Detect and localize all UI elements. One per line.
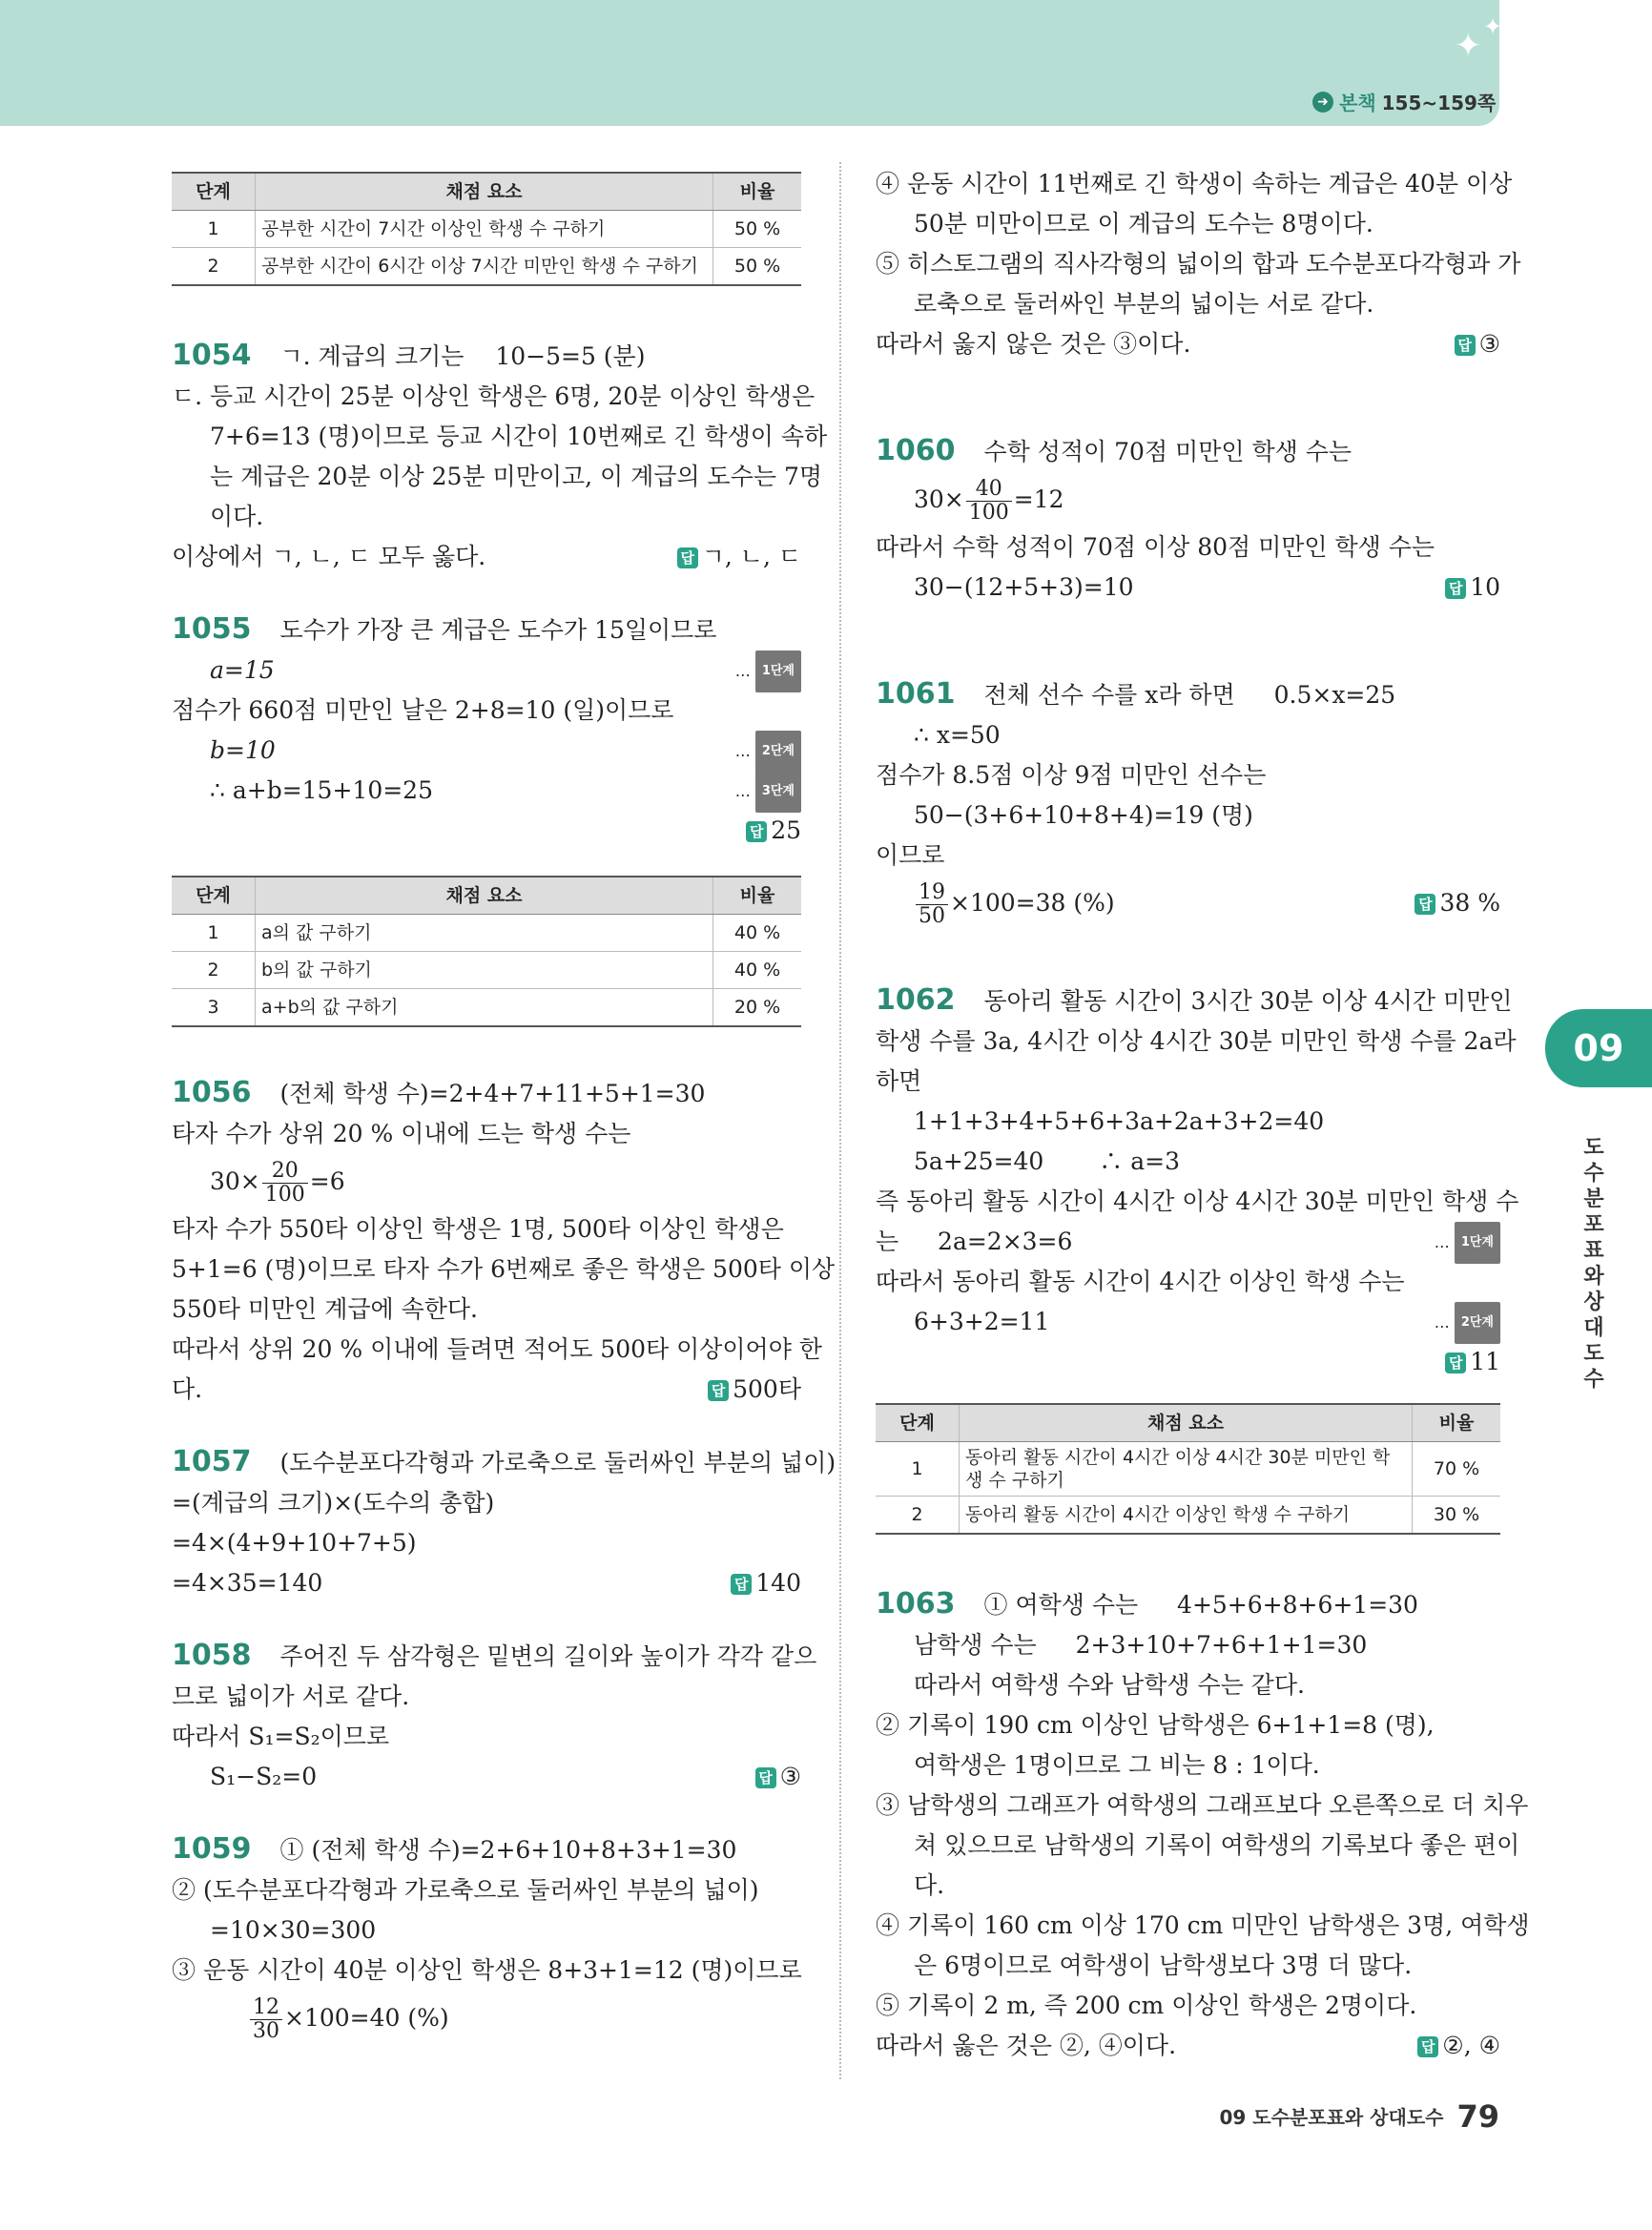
- step-badge: 3단계: [755, 771, 801, 813]
- answer: [1415, 876, 1500, 931]
- solution-line: 50−(3+6+10+8+4)=19 (명): [914, 801, 1253, 829]
- answer: [1445, 568, 1500, 608]
- answer: [1417, 2026, 1500, 2066]
- solution-line: =4×(4+9+10+7+5): [172, 1529, 417, 1557]
- solution-line: [172, 1991, 801, 2046]
- answer-value: 140: [755, 1569, 801, 1597]
- solution-line: 따라서 여학생 수와 남학생 수는 같다.: [914, 1671, 1305, 1699]
- step-badge: 2단계: [755, 731, 801, 773]
- answer-value: 500타: [733, 1375, 801, 1403]
- arrow-right-icon: ➜: [1312, 92, 1333, 113]
- solution-line: [172, 336, 801, 377]
- table-header: 비율: [1413, 1404, 1501, 1442]
- fraction-denominator: 30: [253, 2019, 279, 2043]
- step-marker: … 1단계: [1435, 1222, 1500, 1264]
- answer-badge: 답: [1445, 1352, 1466, 1373]
- line-text: =4×35=140: [172, 1569, 323, 1597]
- fraction-denominator: 100: [968, 501, 1009, 525]
- answer-badge: 답: [731, 1574, 752, 1595]
- answer: [1445, 1342, 1500, 1382]
- problem-number: 1061: [876, 677, 956, 711]
- solution-line: [172, 771, 801, 811]
- problem-number: 1058: [172, 1639, 252, 1672]
- step-marker: … 2단계: [1435, 1302, 1500, 1344]
- answer: [1455, 324, 1500, 364]
- table-row: [876, 1442, 1500, 1497]
- solution-line: [876, 568, 1500, 608]
- table-cell: 1: [172, 915, 256, 952]
- answer: [677, 537, 801, 577]
- page-reference: [1312, 88, 1496, 115]
- solution-line: 은 6명이므로 여학생이 남학생보다 3명 더 많다.: [914, 1951, 1413, 1979]
- solution-line: 여학생은 1명이므로 그 비는 8 : 1이다.: [914, 1751, 1320, 1779]
- answer-badge: 답: [755, 1767, 776, 1788]
- table-row: [172, 211, 801, 248]
- solution-line: [172, 731, 801, 771]
- scoring-table-1062: [876, 1403, 1500, 1535]
- solution-line: [172, 1757, 801, 1797]
- answer-value: 25: [771, 816, 801, 844]
- solution-line: 학생 수를 3a, 4시간 이상 4시간 30분 미만인 학생 수를 2a라: [876, 1027, 1517, 1055]
- solution-line: ⑤ 히스토그램의 직사각형의 넓이의 합과 도수분포다각형과 가: [876, 250, 1521, 278]
- solution-line: 는 계급은 20분 이상 25분 미만이고, 이 계급의 도수는 7명: [210, 463, 822, 490]
- solution-line: [876, 324, 1500, 364]
- solution-line: 50분 미만이므로 이 계급의 도수는 8명이다.: [914, 210, 1373, 237]
- step-marker: … 2단계: [735, 731, 801, 773]
- table-cell: a+b의 값 구하기: [256, 989, 713, 1027]
- table-cell: 40 %: [713, 952, 802, 989]
- solution-line: [876, 431, 1500, 472]
- table-cell: 50 %: [713, 211, 802, 248]
- table-cell: 2: [172, 952, 256, 989]
- solution-line: [876, 1584, 1500, 1625]
- side-title-char: 대: [1583, 1316, 1604, 1340]
- table-header: 채점 요소: [256, 877, 713, 915]
- solution-line: [172, 1370, 801, 1410]
- table-cell: 1: [876, 1442, 960, 1497]
- solution-line: ④ 기록이 160 cm 이상 170 cm 미만인 남학생은 3명, 여학생: [876, 1911, 1530, 1939]
- fraction-numerator: 40: [966, 478, 1012, 502]
- side-title-char: 수: [1583, 1162, 1604, 1186]
- solution-line: ③ 남학생의 그래프가 여학생의 그래프보다 오른쪽으로 더 치우: [876, 1791, 1529, 1819]
- scoring-table-1053: [172, 172, 801, 286]
- scoring-table-1055: [172, 876, 801, 1027]
- solution-line: [172, 537, 801, 577]
- solution-line: ③ 운동 시간이 40분 이상인 학생은 8+3+1=12 (명)이므로: [172, 1956, 802, 1984]
- answer-value: ②, ④: [1442, 2032, 1500, 2059]
- solution-line: 쳐 있으므로 남학생의 기록이 여학생의 기록보다 좋은 편이: [914, 1831, 1520, 1859]
- table-cell: 30 %: [1413, 1497, 1501, 1535]
- table-cell: 동아리 활동 시간이 4시간 이상 4시간 30분 미만인 학생 수 구하기: [960, 1442, 1413, 1497]
- table-header: 채점 요소: [256, 173, 713, 211]
- step-marker: … 3단계: [735, 771, 801, 813]
- line-text: (전체 학생 수)=2+4+7+11+5+1=30: [279, 1080, 706, 1107]
- step-marker: … 1단계: [735, 650, 801, 692]
- side-title-char: 수: [1583, 1368, 1604, 1392]
- problem-number: 1055: [172, 612, 252, 646]
- solution-line: ② 기록이 190 cm 이상인 남학생은 6+1+1=8 (명),: [876, 1711, 1435, 1739]
- line-text: 수학 성적이 70점 미만인 학생 수는: [983, 438, 1352, 465]
- answer-badge: 답: [677, 547, 698, 568]
- line-text: a=15: [210, 656, 275, 684]
- line-text: 전체 선수 수를 x라 하면 0.5×x=25: [983, 681, 1396, 709]
- page-number: 79: [1456, 2098, 1499, 2135]
- table-row: [172, 915, 801, 952]
- table-cell: 70 %: [1413, 1442, 1501, 1497]
- answer-value: 11: [1470, 1348, 1500, 1375]
- page-footer: [1220, 2098, 1500, 2135]
- table-cell: 50 %: [713, 248, 802, 286]
- side-title-char: 포: [1583, 1213, 1604, 1237]
- solution-line: 이므로: [876, 841, 945, 869]
- side-title-char: 도: [1583, 1342, 1604, 1366]
- chapter-side-title: [1580, 1135, 1608, 1393]
- solution-line: 타자 수가 상위 20 % 이내에 드는 학생 수는: [172, 1120, 631, 1147]
- solution-line: [876, 1342, 1500, 1382]
- solution-line: 하면: [876, 1067, 922, 1095]
- table-cell: 40 %: [713, 915, 802, 952]
- solution-line: =10×30=300: [210, 1916, 377, 1944]
- solution-line: [876, 1222, 1500, 1262]
- side-title-char: 와: [1583, 1265, 1604, 1289]
- line-text: ×100=38 (%): [950, 889, 1115, 917]
- table-cell: 2: [172, 248, 256, 286]
- page-ref-label: 본책: [1339, 92, 1376, 114]
- side-title-char: 도: [1583, 1136, 1604, 1160]
- problem-number: 1059: [172, 1832, 252, 1866]
- solution-line: =(계급의 크기)×(도수의 총합): [172, 1489, 495, 1517]
- solution-line: [172, 1154, 801, 1209]
- solution-line: 5+1=6 (명)이므로 타자 수가 6번째로 좋은 학생은 500타 이상: [172, 1255, 836, 1283]
- solution-line: 다.: [914, 1871, 945, 1899]
- fraction-numerator: 19: [916, 881, 948, 905]
- solution-line: 따라서 동아리 활동 시간이 4시간 이상인 학생 수는: [876, 1268, 1405, 1295]
- fraction-numerator: 20: [262, 1160, 308, 1184]
- right-column: [876, 164, 1530, 2066]
- table-cell: 20 %: [713, 989, 802, 1027]
- sparkle-icon: ✦: [1483, 13, 1503, 40]
- left-column: [172, 172, 836, 2046]
- answer-value: 10: [1470, 573, 1500, 601]
- solution-line: [172, 1442, 836, 1483]
- fraction-numerator: 12: [250, 1996, 282, 2020]
- line-text: (도수분포다각형과 가로축으로 둘러싸인 부분의 넓이): [279, 1449, 836, 1476]
- line-text: ㄱ. 계급의 크기는 10−5=5 (분): [279, 342, 646, 370]
- solution-line: 550타 미만인 계급에 속한다.: [172, 1295, 479, 1323]
- table-row: [172, 248, 801, 286]
- line-text: ∴ a+b=15+10=25: [210, 776, 433, 804]
- solution-line: ② (도수분포다각형과 가로축으로 둘러싸인 부분의 넓이): [172, 1876, 759, 1904]
- answer: [731, 1563, 801, 1603]
- table-header: 단계: [172, 877, 256, 915]
- solution-line: [876, 674, 1500, 715]
- line-text: =6: [309, 1167, 345, 1195]
- table-header: 단계: [172, 173, 256, 211]
- answer: [708, 1370, 801, 1410]
- line-text: 30×: [914, 485, 964, 513]
- solution-line: 므로 넓이가 서로 같다.: [172, 1683, 410, 1710]
- line-text: b=10: [210, 736, 276, 764]
- line-text: 따라서 옳은 것은 ②, ④이다.: [876, 2032, 1177, 2059]
- solution-line: 점수가 660점 미만인 날은 2+8=10 (일)이므로: [172, 696, 674, 724]
- solution-line: [172, 609, 801, 650]
- table-cell: a의 값 구하기: [256, 915, 713, 952]
- table-cell: 공부한 시간이 6시간 이상 7시간 미만인 학생 수 구하기: [256, 248, 713, 286]
- table-cell: 3: [172, 989, 256, 1027]
- sparkle-icon: ✦: [1455, 27, 1482, 65]
- answer-value: ③: [1478, 330, 1500, 358]
- solution-line: [172, 1073, 801, 1114]
- step-badge: 1단계: [755, 650, 801, 692]
- line-text: 이상에서 ㄱ, ㄴ, ㄷ 모두 옳다.: [172, 543, 486, 570]
- line-text: 는 2a=2×3=6: [876, 1228, 1073, 1255]
- fraction: [966, 478, 1012, 525]
- problem-number: 1060: [876, 434, 956, 467]
- answer-badge: 답: [1455, 335, 1476, 356]
- chapter-tab: 09: [1545, 1009, 1652, 1087]
- solution-line: [876, 876, 1500, 931]
- problem-number: 1057: [172, 1445, 252, 1478]
- line-text: 30×: [210, 1167, 260, 1195]
- column-divider: [839, 162, 841, 2079]
- footer-chapter: 09 도수분포표와 상대도수: [1219, 2106, 1444, 2129]
- answer-badge: 답: [746, 821, 767, 842]
- header-band: [0, 0, 1499, 126]
- solution-line: 7+6=13 (명)이므로 등교 시간이 10번째로 긴 학생이 속하: [210, 423, 828, 450]
- answer: [755, 1757, 801, 1797]
- table-cell: 1: [172, 211, 256, 248]
- solution-line: 점수가 8.5점 이상 9점 미만인 선수는: [876, 761, 1267, 789]
- table-cell: 2: [876, 1497, 960, 1535]
- solution-line: [876, 981, 1513, 1022]
- table-header: 단계: [876, 1404, 960, 1442]
- answer-value: 38 %: [1439, 889, 1500, 917]
- answer-value: ㄱ, ㄴ, ㄷ: [701, 543, 801, 570]
- fraction-denominator: 100: [264, 1183, 305, 1207]
- line-text: 도수가 가장 큰 계급은 도수가 15일이므로: [279, 616, 717, 644]
- problem-number: 1062: [876, 983, 956, 1017]
- table-header: 비율: [713, 877, 802, 915]
- side-title-char: 상: [1583, 1291, 1604, 1314]
- line-text: 30−(12+5+3)=10: [914, 573, 1134, 601]
- solution-line: ∴ x=50: [914, 721, 1001, 749]
- table-row: [172, 952, 801, 989]
- problem-number: 1063: [876, 1587, 956, 1621]
- table-row: [172, 989, 801, 1027]
- side-title-char: 분: [1583, 1187, 1604, 1211]
- solution-line: 따라서 상위 20 % 이내에 들려면 적어도 500타 이상이어야 한: [172, 1335, 822, 1363]
- problem-number: 1056: [172, 1076, 252, 1109]
- solution-line: 1+1+3+4+5+6+3a+2a+3+2=40: [914, 1107, 1325, 1135]
- line-text: =12: [1013, 485, 1064, 513]
- line-text: ×100=40 (%): [284, 2004, 449, 2032]
- table-header: 채점 요소: [960, 1404, 1413, 1442]
- answer-badge: 답: [1417, 2036, 1438, 2057]
- solution-line: [172, 811, 801, 851]
- answer-badge: 답: [1415, 894, 1435, 915]
- fraction-denominator: 50: [919, 904, 945, 928]
- line-text: ① (전체 학생 수)=2+6+10+8+3+1=30: [279, 1836, 737, 1864]
- step-badge: 1단계: [1455, 1222, 1500, 1264]
- line-text: 주어진 두 삼각형은 밑변의 길이와 높이가 각각 같으: [279, 1642, 817, 1670]
- solution-line: 따라서 S₁=S₂이므로: [172, 1723, 390, 1750]
- solution-line: [876, 2026, 1500, 2066]
- line-text: 동아리 활동 시간이 3시간 30분 이상 4시간 미만인: [983, 987, 1513, 1015]
- page-ref-range: 155~159쪽: [1381, 92, 1497, 114]
- solution-line: 따라서 수학 성적이 70점 이상 80점 미만인 학생 수는: [876, 533, 1435, 561]
- table-header: 비율: [713, 173, 802, 211]
- step-badge: 2단계: [1455, 1302, 1500, 1344]
- problem-number: 1054: [172, 339, 252, 372]
- solution-line: [876, 472, 1500, 527]
- answer: [746, 811, 801, 851]
- line-text: 6+3+2=11: [914, 1308, 1050, 1335]
- table-cell: 공부한 시간이 7시간 이상인 학생 수 구하기: [256, 211, 713, 248]
- line-text: 다.: [172, 1375, 203, 1403]
- solution-line: ⑤ 기록이 2 m, 즉 200 cm 이상인 학생은 2명이다.: [876, 1992, 1417, 2019]
- fraction: [250, 1996, 282, 2043]
- solution-line: 5a+25=40 ∴ a=3: [914, 1147, 1180, 1175]
- answer-badge: 답: [1445, 578, 1466, 599]
- answer-badge: 답: [708, 1380, 729, 1401]
- answer-value: ③: [779, 1763, 801, 1790]
- solution-line: [172, 1636, 817, 1677]
- table-row: [876, 1497, 1500, 1535]
- fraction: [262, 1160, 308, 1207]
- solution-line: 타자 수가 550타 이상인 학생은 1명, 500타 이상인 학생은: [172, 1215, 784, 1243]
- solution-line: 즉 동아리 활동 시간이 4시간 이상 4시간 30분 미만인 학생 수: [876, 1187, 1519, 1215]
- side-title-char: 표: [1583, 1239, 1604, 1263]
- line-text: ① 여학생 수는 4+5+6+8+6+1=30: [983, 1591, 1418, 1619]
- solution-line: 이다.: [210, 503, 264, 530]
- solution-line: [172, 650, 801, 691]
- solution-line: [876, 1302, 1500, 1342]
- solution-line: ㄷ. 등교 시간이 25분 이상인 학생은 6명, 20분 이상인 학생은: [172, 382, 816, 410]
- line-text: S₁−S₂=0: [210, 1763, 318, 1790]
- line-text: 따라서 옳지 않은 것은 ③이다.: [876, 330, 1191, 358]
- table-cell: 동아리 활동 시간이 4시간 이상인 학생 수 구하기: [960, 1497, 1413, 1535]
- solution-line: ④ 운동 시간이 11번째로 긴 학생이 속하는 계급은 40분 이상: [876, 170, 1513, 197]
- table-cell: b의 값 구하기: [256, 952, 713, 989]
- solution-line: [172, 1829, 801, 1870]
- solution-line: 남학생 수는 2+3+10+7+6+1+1=30: [914, 1631, 1368, 1659]
- fraction: [916, 881, 948, 928]
- solution-line: [172, 1563, 801, 1603]
- solution-line: 로축으로 둘러싸인 부분의 넓이는 서로 같다.: [914, 290, 1374, 318]
